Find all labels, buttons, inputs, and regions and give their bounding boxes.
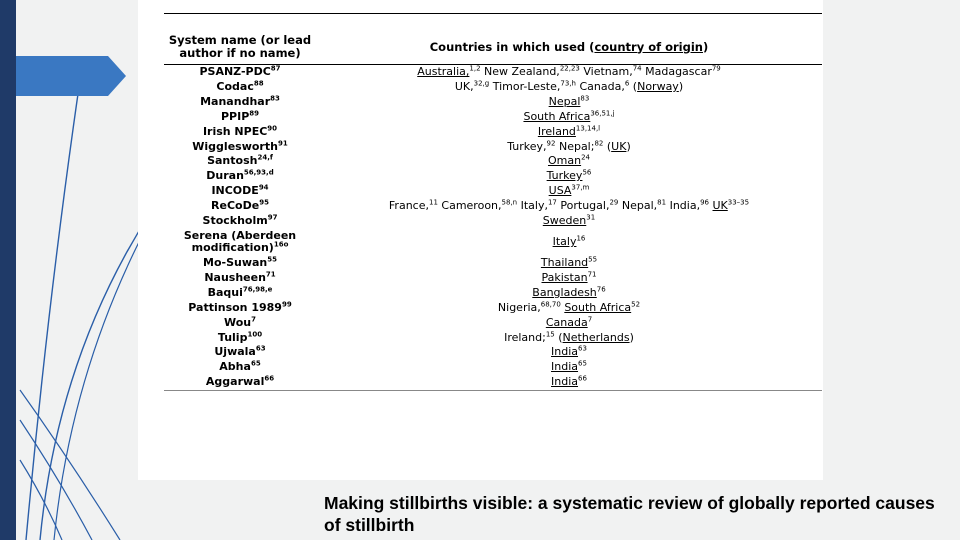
system-name-cell: Pattinson 1989$^{99}$ [188,300,292,314]
system-name-cell: Wou$^7$ [223,315,256,329]
countries-cell: UK,$^{32,g}$ Timor-Leste,$^{73,h}$ Canada,$^6$ (Norway) [454,79,684,94]
table-container [164,13,822,391]
countries-cell: Ireland$^{13,14,l}$ [537,124,601,138]
table-row [164,139,822,154]
system-name-cell: INCODE$^{94}$ [211,183,269,198]
countries-cell: France,$^{11}$ Cameroon,$^{58,n}$ Italy,$^{17}$ Portugal,$^{29}$ Nepal,$^{81}$ India,$^{96}$ UK$^{33-35}$ [388,198,750,213]
system-name-cell: Manandhar$^{83}$ [200,94,280,108]
system-name-cell: PPIP$^{89}$ [220,109,260,123]
system-name-cell: ReCoDe$^{95}$ [211,198,269,213]
countries-cell: Sweden$^{31}$ [542,213,596,227]
table-row [164,214,822,229]
system-name-cell: Codac$^{88}$ [216,79,264,94]
countries-cell: Australia,$^{1,2}$ New Zealand,$^{22,23}$ Vietnam,$^{74}$ Madagascar$^{79}$ [417,64,721,79]
system-name-cell: Baqui$^{76,98,e}$ [207,285,273,299]
table-row [164,256,822,271]
system-name-cell: Mo-Suwan$^{55}$ [203,255,277,270]
table-row [164,80,822,95]
table-row [164,345,822,360]
countries-cell: USA$^{37,m}$ [548,183,590,198]
table-row [164,330,822,345]
table-row [164,169,822,184]
header-countries: Countries in which used (country of origin) [429,39,709,54]
table-row [164,184,822,199]
countries-cell: Oman$^{24}$ [547,153,590,168]
table-row [164,125,822,140]
table-row [164,316,822,331]
table-row [164,199,822,214]
countries-cell: South Africa$^{36,51,j}$ [523,109,615,123]
table-row [164,271,822,286]
countries-cell: Ireland;$^{15}$ (Netherlands) [504,329,634,344]
system-name-cell: Serena (Aberdeen modification)$^{16o}$ [183,228,297,255]
system-name-cell: PSANZ-PDC$^{87}$ [199,64,281,79]
system-name-cell: Irish NPEC$^{90}$ [202,124,278,138]
table-header-row [164,14,822,65]
countries-cell: India$^{63}$ [551,344,587,359]
countries-cell: Canada$^7$ [545,315,593,329]
countries-cell: Nigeria,$^{68,70}$ South Africa$^{52}$ [497,300,641,314]
table-row [164,301,822,316]
system-name-cell: Nausheen$^{71}$ [204,270,276,285]
countries-cell: India$^{66}$ [551,374,587,389]
countries-cell: Bangladesh$^{76}$ [532,285,606,299]
arrow-tab-icon [0,56,130,96]
slide-caption: Making stillbirths visible: a systematic review of globally reported causes of stillbirth [324,493,935,535]
header-system-name: System name (or lead author if no name) [168,33,312,60]
table-body [164,65,822,391]
system-name-cell: Aggarwal$^{66}$ [205,374,275,389]
system-name-cell: Duran$^{56,93,d}$ [206,168,274,183]
system-name-cell: Tulip$^{100}$ [217,329,263,344]
system-name-cell: Santosh$^{24,f}$ [207,153,273,168]
table-row [164,286,822,301]
countries-cell: Nepal$^{83}$ [548,94,590,108]
countries-cell: Italy$^{16}$ [552,234,586,249]
system-name-cell: Wigglesworth$^{91}$ [192,138,288,153]
countries-cell: Pakistan$^{71}$ [541,270,597,285]
countries-cell: Turkey,$^{92}$ Nepal;$^{82}$ (UK) [507,138,631,153]
countries-cell: Thailand$^{55}$ [540,255,598,270]
system-name-cell: Stockholm$^{97}$ [202,213,278,227]
countries-cell: Turkey$^{56}$ [546,168,592,183]
system-name-cell: Abha$^{65}$ [219,359,261,374]
table-row [164,95,822,110]
table-row [164,360,822,375]
table-row [164,65,822,80]
systems-table [164,13,822,391]
countries-cell: India$^{65}$ [551,359,587,374]
table-row [164,154,822,169]
system-name-cell: Ujwala$^{63}$ [214,344,266,359]
table-row [164,110,822,125]
table-row [164,229,822,256]
table-row [164,375,822,390]
